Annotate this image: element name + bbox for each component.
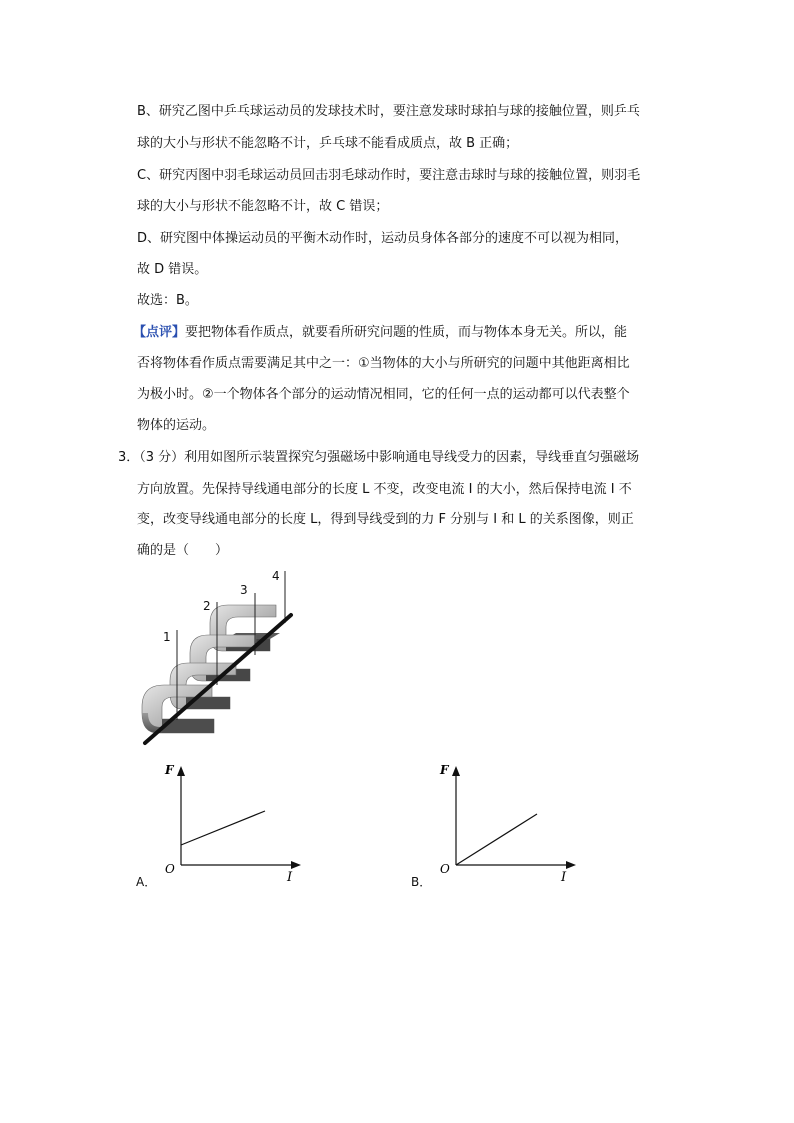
analysis-line-d2: 故 D 错误。 (137, 262, 208, 277)
comment-line-4: 物体的运动。 (137, 418, 216, 433)
apparatus-label-3: 3 (240, 583, 248, 597)
option-a-graph (155, 760, 315, 885)
analysis-line-b1: B、研究乙图中乒乓球运动员的发球技术时，要注意发球时球拍与球的接触位置，则乒乓 (137, 104, 640, 119)
analysis-line-b2: 球的大小与形状不能忽略不计，乒乓球不能看成质点，故 B 正确； (137, 136, 519, 151)
option-a-origin-label: O (165, 862, 175, 876)
option-a-y-axis-label: F (165, 763, 174, 777)
option-b-origin-label: O (440, 862, 450, 876)
comment-line-3: 为极小时。②一个物体各个部分的运动情况相同，它的任何一点的运动都可以代表整个 (137, 387, 630, 402)
analysis-line-c2: 球的大小与形状不能忽略不计，故 C 错误； (137, 199, 389, 214)
analysis-line-c1: C、研究丙图中羽毛球运动员回击羽毛球动作时，要注意击球时与球的接触位置，则羽毛 (137, 168, 641, 183)
apparatus-label-2: 2 (203, 599, 211, 613)
comment-text-1: 要把物体看作质点，就要看所研究问题的性质，而与物体本身无关。所以，能 (185, 325, 628, 340)
question-3-line-4: 确的是（ ） (137, 543, 229, 558)
apparatus-label-4: 4 (272, 569, 280, 583)
comment-line-1 (133, 325, 627, 341)
comment-line-2: 否将物体看作质点需要满足其中之一：①当物体的大小与所研究的问题中其他距离相比 (137, 356, 630, 371)
option-a-x-axis-label: I (287, 870, 293, 885)
option-b-x-axis-label: I (561, 870, 567, 885)
option-a-label[interactable]: A． (136, 875, 157, 889)
magnet-apparatus-figure (130, 565, 310, 750)
option-b-line (456, 814, 537, 865)
apparatus-label-1: 1 (163, 630, 171, 644)
analysis-line-d1: D、研究图中体操运动员的平衡木动作时，运动员身体各部分的速度不可以视为相同， (137, 231, 629, 246)
answer-line: 故选：B。 (137, 293, 198, 308)
question-3-line-1: 3．（3 分）利用如图所示装置探究匀强磁场中影响通电导线受力的因素，导线垂直匀强磁场 (118, 450, 640, 465)
comment-tag: 【点评】 (133, 325, 186, 340)
question-3-line-2: 方向放置。先保持导线通电部分的长度 L 不变，改变电流 I 的大小，然后保持电流 I 不 (137, 482, 632, 497)
question-3-line-3: 变，改变导线通电部分的长度 L，得到导线受到的力 F 分别与 I 和 L 的关系图像，则正 (137, 512, 634, 527)
option-b-label[interactable]: B． (411, 875, 432, 889)
option-b-y-axis-label: F (440, 763, 449, 777)
option-b-graph (430, 760, 590, 885)
option-a-line (181, 811, 265, 845)
